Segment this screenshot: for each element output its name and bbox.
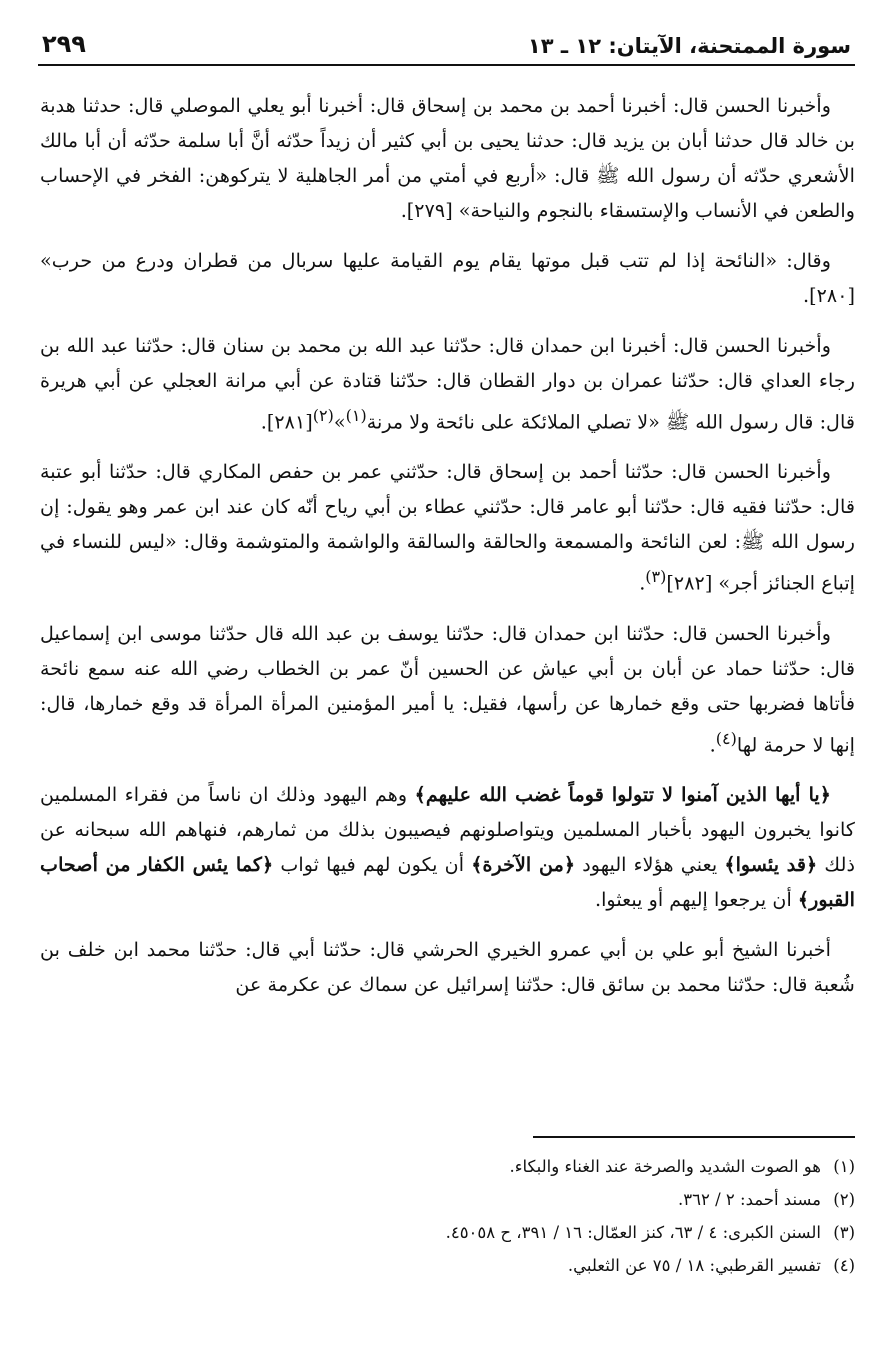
paragraph-4-end: . — [639, 571, 646, 595]
quran-verse-3: ﴿من الآخرة﴾ — [471, 853, 576, 877]
quran-verse-4: ﴿كما يئس الكفار من أصحاب القبور﴾ — [40, 853, 855, 912]
tafsir-text-4: أن يرجعوا إليهم أو يبعثوا. — [594, 888, 798, 912]
footnote-number: (٤) — [833, 1256, 855, 1275]
page-header — [38, 30, 855, 66]
tafsir-text-1: وهم اليهود وذلك ان ناساً من فقراء المسلمين كانوا يخبرون اليهود بأخبار المسلمين ويتواصلونهم فيصيبون بذلك من ثمارهم، فنهاهم الله سبحانه عن ذلك — [40, 783, 855, 877]
footnote-ref-4[interactable]: (٤) — [715, 728, 737, 748]
paragraph-3-text: وأخبرنا الحسن قال: أخبرنا ابن حمدان قال: حدّثنا عبد الله بن محمد بن سنان قال: حدّثنا عبد الله بن رجاء العداي قال: حدّثنا عمران بن دوار القطان قال: حدّثنا قتادة عن أبي مرانة العجلي عن أبي هريرة قال: قال رسول الله ﷺ «لا تصلي الملائكة على نائحة ولا مرنة — [40, 334, 855, 434]
footnote-separator — [533, 1136, 855, 1138]
footnote-text: السنن الكبرى: ٤ / ٦٣، كنز العمّال: ١٦ / ٣٩١، ح ٤٥٠٥٨. — [445, 1223, 821, 1242]
paragraph-5 — [40, 616, 855, 762]
footnote-1 — [40, 1150, 855, 1183]
footnote-text: هو الصوت الشديد والصرخة عند الغناء والبكاء. — [509, 1157, 821, 1176]
tafsir-text-3: أن يكون لهم فيها ثواب — [273, 853, 472, 877]
paragraph-1: وأخبرنا الحسن قال: أخبرنا أحمد بن محمد بن إسحاق قال: أخبرنا أبو يعلي الموصلي قال: حدثنا هدبة بن خالد قال حدثنا أبان بن يزيد قال: حدثنا يحيى بن أبي كثير أن زيداً حدّثه أنَّ أبا سلمة حدّثه أن أبا مالك الأشعري حدّثه أن رسول الله ﷺ قال: «أربع في أمتي من أمر الجاهلية لا يتركوهن: الفخر في الإحساب والطعن في الأنساب والإستسقاء بالنجوم والنياحة» [٢٧٩]. — [40, 94, 855, 222]
page-number: ٢٩٩ — [42, 30, 86, 58]
main-text — [40, 88, 855, 1017]
quran-verse-1: ﴿يا أيها الذين آمنوا لا تتولوا قوماً غضب الله عليهم﴾ — [414, 783, 831, 807]
paragraph-5-text: وأخبرنا الحسن قال: حدّثنا ابن حمدان قال: حدّثنا يوسف بن عبد الله قال حدّثنا موسى ابن إسماعيل قال: حدّثنا حماد عن أبان بن أبي عياش عن الحسين أنّ عمر بن الخطاب رضي الله عنه سمع نائحة فأتاها فضربها حتى وقع خمارها عن رأسها، فقيل: يا أمير المؤمنين المرأة المرأة قد وقع خمارها، قال: إنها لا حرمة لها — [40, 621, 855, 757]
footnote-text: تفسير القرطبي: ١٨ / ٧٥ عن الثعلبي. — [567, 1256, 821, 1275]
paragraph-5-end: . — [709, 733, 716, 757]
tafsir-text-2: يعني هؤلاء اليهود — [575, 853, 725, 877]
quran-verse-2: ﴿قد يئسوا﴾ — [724, 853, 818, 877]
paragraph-2: وقال: «النائحة إذا لم تتب قبل موتها يقام يوم القيامة عليها سربال من قطران ودرع من حرب» [٢٨٠]. — [40, 249, 855, 307]
footnote-3 — [40, 1216, 855, 1249]
footnote-4 — [40, 1249, 855, 1282]
paragraph-3 — [40, 328, 855, 439]
footnote-2 — [40, 1183, 855, 1216]
footnote-ref-3[interactable]: (٣) — [645, 567, 667, 587]
footnote-ref-1[interactable]: (١) — [345, 406, 367, 425]
footnotes — [40, 1150, 855, 1282]
footnote-number: (٢) — [833, 1190, 855, 1209]
paragraph-6 — [40, 777, 855, 917]
paragraph-3-quote-close: » — [333, 410, 346, 434]
running-title: سورة الممتحنة، الآيتان: ١٢ ـ ١٣ — [527, 34, 851, 58]
footnote-number: (٣) — [833, 1223, 855, 1242]
footnote-number: (١) — [833, 1157, 855, 1176]
paragraph-3-end: [٢٨١]. — [260, 410, 313, 434]
footnote-ref-2[interactable]: (٢) — [312, 406, 334, 425]
paragraph-7: أخبرنا الشيخ أبو علي بن أبي عمرو الخيري الحرشي قال: حدّثنا أبي قال: حدّثنا محمد ابن خلف بن شُعبة قال: حدّثنا محمد بن سائق قال: حدّثنا إسرائيل عن سماك عن عكرمة عن — [40, 938, 855, 997]
footnote-text: مسند أحمد: ٢ / ٣٦٢. — [677, 1190, 821, 1209]
paragraph-4 — [40, 454, 855, 600]
paragraph-4-text: وأخبرنا الحسن قال: حدّثنا أحمد بن إسحاق قال: حدّثني عمر بن حفص المكاري قال: حدّثنا أبو عتبة قال: حدّثنا فقيه قال: حدّثنا أبو عامر قال: حدّثني عطاء بن أبي رياح أنّه كان عند ابن عمر وهو يقول: إن رسول الله ﷺ: لعن النائحة والمسمعة والحالقة والسالقة والواشمة والمتوشمة وقال: «ليس للنساء في إتباع الجنائز أجر» [٢٨٢] — [40, 460, 855, 595]
